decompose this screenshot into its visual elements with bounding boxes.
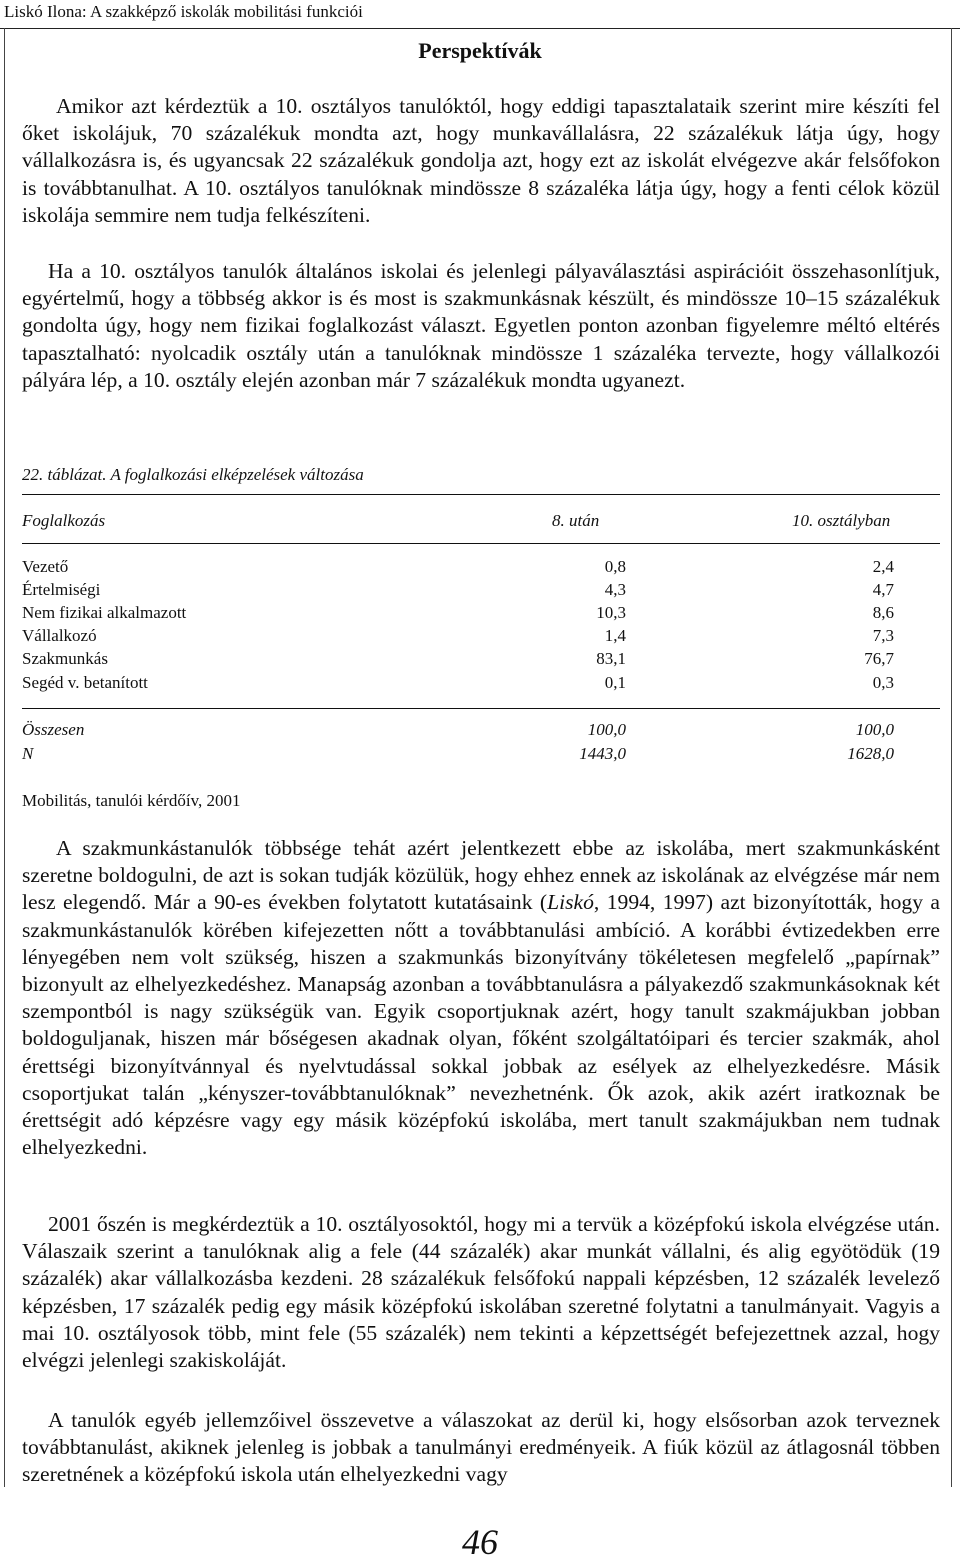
table-header-cell: 8. után [552,511,600,530]
table-cell: 2,4 [872,557,894,576]
table-cell: 100,0 [855,720,894,739]
paragraph-3-text-b: , 1994, 1997) azt bizonyították, hogy a szakmunkástanulók körében kifejezetten nőtt a továbbtanulási ambíció. A korábbi évtizedekben erre lényegében nem volt szükség, hiszen a szakmunkás bizonyítvány tökéletesen megfelelő „papírnak” bizonyult az elhelyezkedéshez. Manapság azonban a továbbtanulásra a pályakezdő szakmunkásoknak két szempontból is nagy szükségük van. Egyik csoportjuknak azért, hogy tanult szakmájukban jobban boldoguljanak, hiszen már bőségesen akadnak olyan, főként szolgáltatóipari és tercier szakmák, ahol érettségi bizonyítvánnyal és nyelvtudással sokkal jobbak az esélyek az elhelyezkedésre. Másik csoportjukat talán „kényszer-továbbtanulóknak” nevezhetnénk. Ők azok, akik azért iratkoznak be érettségit adó képzésre vagy egy másik középfokú iskolába, mert tanult szakmájukban nem tudnak elhelyezkedni. [22,890,940,1160]
table-row [22,556,940,578]
table-cell: Szakmunkás [22,649,108,668]
table-cell: 0,1 [604,673,626,692]
table-cell: 4,7 [872,580,894,599]
table-header-row [22,510,940,532]
table-row [22,625,940,647]
table-total-row [22,719,940,741]
table-cell: N [22,744,34,763]
table-cell: Összesen [22,720,85,739]
paragraph-3-text-a: A szakmunkástanulók többsége tehát azért jelentkezett ebbe az iskolába, mert szakmunkásként szeretne boldogulni, de azt is sokan tudják közülük, hogy ehhez ennek az iskolának az elvégzése már nem lesz elegendő. Már a 90-es években folytatott kutatásaink ( [22,836,940,915]
table-cell: Vezető [22,557,69,576]
table-header-cell: Foglalkozás [22,511,106,530]
table-cell: 1443,0 [579,744,626,763]
table-row [22,648,940,670]
author-name: Liskó [547,890,594,915]
section-title: Perspektívák [418,38,542,63]
table-cell: Nem fizikai alkalmazott [22,603,187,622]
table-header-rule [22,543,940,544]
table-row [22,579,940,601]
table-cell: Értelmiségi [22,580,101,599]
table-cell: 83,1 [596,649,626,668]
table-cell: 0,8 [604,557,626,576]
table-cell: 76,7 [864,649,894,668]
table-total-row [22,743,940,765]
running-head [0,0,960,29]
table-cell: Vállalkozó [22,626,97,645]
table-caption: 22. táblázat. A foglalkozási elképzelések változása [22,465,364,484]
table-cell: 100,0 [587,720,626,739]
right-margin-line [951,28,952,1487]
table-row [22,672,940,694]
table-total-rule [22,708,940,709]
paragraph-2: Ha a 10. osztályos tanulók általános iskolai és jelenlegi pályaválasztási aspirációit összehasonlítjuk, egyértelmű, hogy a többség akkor is és most is szakmunkásnak készült, és mindössze 10–15 százalékuk gondolta úgy, hogy nem fizikai foglalkozást választ. Egyetlen ponton azonban figyelemre méltó eltérés tapasztalható: nyolcadik osztály után a tanulóknak mindössze 1 százaléka tervezte, hogy vállalkozói pályára lép, a 10. osztály elején azonban már 7 százalékuk mondta ugyanezt. [22,259,940,392]
table-header-cell: 10. osztályban [792,511,891,530]
paragraph-3 [22,835,940,1161]
paragraph-4: 2001 őszén is megkérdeztük a 10. osztályosoktól, hogy mi a tervük a középfokú iskola elvégzése után. Válaszaik szerint a tanulóknak alig a fele (44 százalék) akar munkát vállalni, és alig egyötödük (19 százalék) akar vállalkozásba kezdeni. 28 százalékuk felsőfokú nappali képzésben, 12 százalék levelező képzésben, 17 százalék pedig egy másik középfokú iskolában szeretné folytatni a tanulmányait. Vagyis a mai 10. osztályosok több, mint fele (55 százalék) nem tekinti a képzettségét befejezettnek azzal, hogy elvégzi jelenlegi szakiskoláját. [22,1212,940,1373]
header-rule [0,28,960,29]
page-number: 46 [462,1522,498,1562]
table-cell: 1628,0 [847,744,894,763]
table-cell: 4,3 [604,580,626,599]
table-cell: 0,3 [872,673,894,692]
table-cell: 10,3 [596,603,626,622]
table-source: Mobilitás, tanulói kérdőív, 2001 [22,791,241,810]
running-head-text: Liskó Ilona: A szakképző iskolák mobilitási funkciói [4,2,363,21]
table-cell: 7,3 [872,626,894,645]
table-row [22,602,940,624]
table-cell: 8,6 [872,603,894,622]
table-cell: Segéd v. betanított [22,673,148,692]
table-cell: 1,4 [604,626,626,645]
paragraph-1: Amikor azt kérdeztük a 10. osztályos tanulóktól, hogy eddigi tapasztalataik szerint mire készíti fel őket iskolájuk, 70 százalékuk mondta azt, hogy munkavállalásra, 22 százalékuk látja úgy, hogy vállalkozásra is, és ugyancsak 22 százalékuk gondolja azt, hogy ezt az iskolát elvégezve akár felsőfokon is továbbtanulhat. A 10. osztályos tanulóknak mindössze 8 százaléka látja úgy, hogy a fenti célok közül iskolája semmire nem tudja felkészíteni. [22,94,940,227]
table-top-rule [22,494,940,495]
paragraph-5: A tanulók egyéb jellemzőivel összevetve a válaszokat az derül ki, hogy elsősorban azok terveznek továbbtanulást, akiknek jelenleg is jobbak a tanulmányi eredményeik. A fiúk közül az átlagosnál többen szeretnének a középfokú iskola után elhelyezkedni vagy [22,1408,940,1487]
left-margin-line [4,28,5,1487]
